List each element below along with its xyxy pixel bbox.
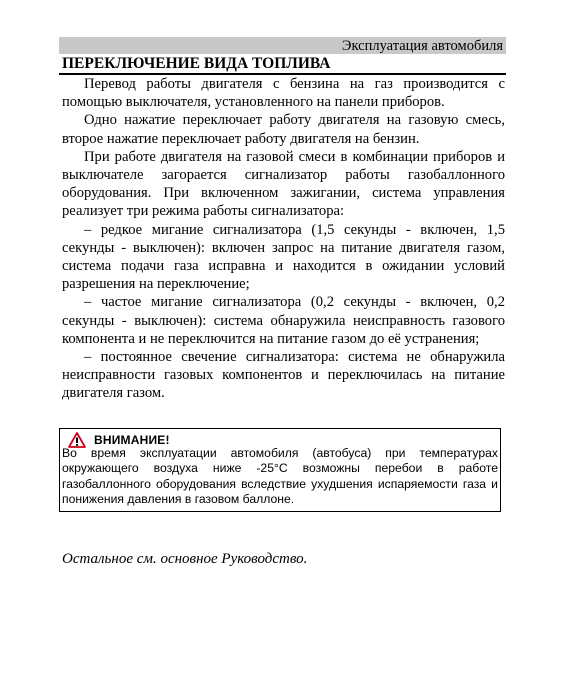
header-section-title: Эксплуатация автомобиля (341, 38, 503, 54)
paragraph-intro: Перевод работы двигателя с бензина на газ производится с помощью выключателя, установленного на панели приборов. (62, 76, 505, 111)
section-body (62, 75, 505, 403)
section-title: ПЕРЕКЛЮЧЕНИЕ ВИДА ТОПЛИВА (62, 55, 331, 72)
list-item-steady-light: – постоянное свечение сигнализатора: система не обнаружила неисправности газовых компонентов и переключилась на питание двигателя газом. (62, 349, 505, 402)
footer-note: Остальное см. основное Руководство. (62, 551, 308, 567)
warning-text: Во время эксплуатации автомобиля (автобуса) при температурах окружающего воздуха ниже -25°С возможны перебои в работе газобаллонного оборудования вследствие ухудшения испаряемости газа и понижения давления в газовом баллоне. (62, 446, 498, 506)
paragraph-toggle: Одно нажатие переключает работу двигателя на газовую смесь, второе нажатие переключает работу двигателя на бензин. (62, 112, 505, 147)
warning-box (59, 428, 501, 512)
list-item-slow-blink: – редкое мигание сигнализатора (1,5 секунды - включен, 1,5 секунды - выключен): включен запрос на питание двигателя газом, система подачи газа исправна и находится в ожидании условий разрешения на переключение; (62, 221, 505, 293)
header-band (59, 37, 506, 54)
warning-title: ВНИМАНИЕ! (94, 433, 170, 447)
paragraph-indicator: При работе двигателя на газовой смеси в комбинации приборов и выключателе загорается сигнализатор работы газобаллонного оборудования. При включенном зажигании, система управления реализует три режима работы сигнализатора: (62, 148, 505, 220)
list-item-fast-blink: – частое мигание сигнализатора (0,2 секунды - включен, 0,2 секунды - выключен): система обнаружила неисправность газового компонента и не переключится на питание газом до её устранения; (62, 294, 505, 347)
